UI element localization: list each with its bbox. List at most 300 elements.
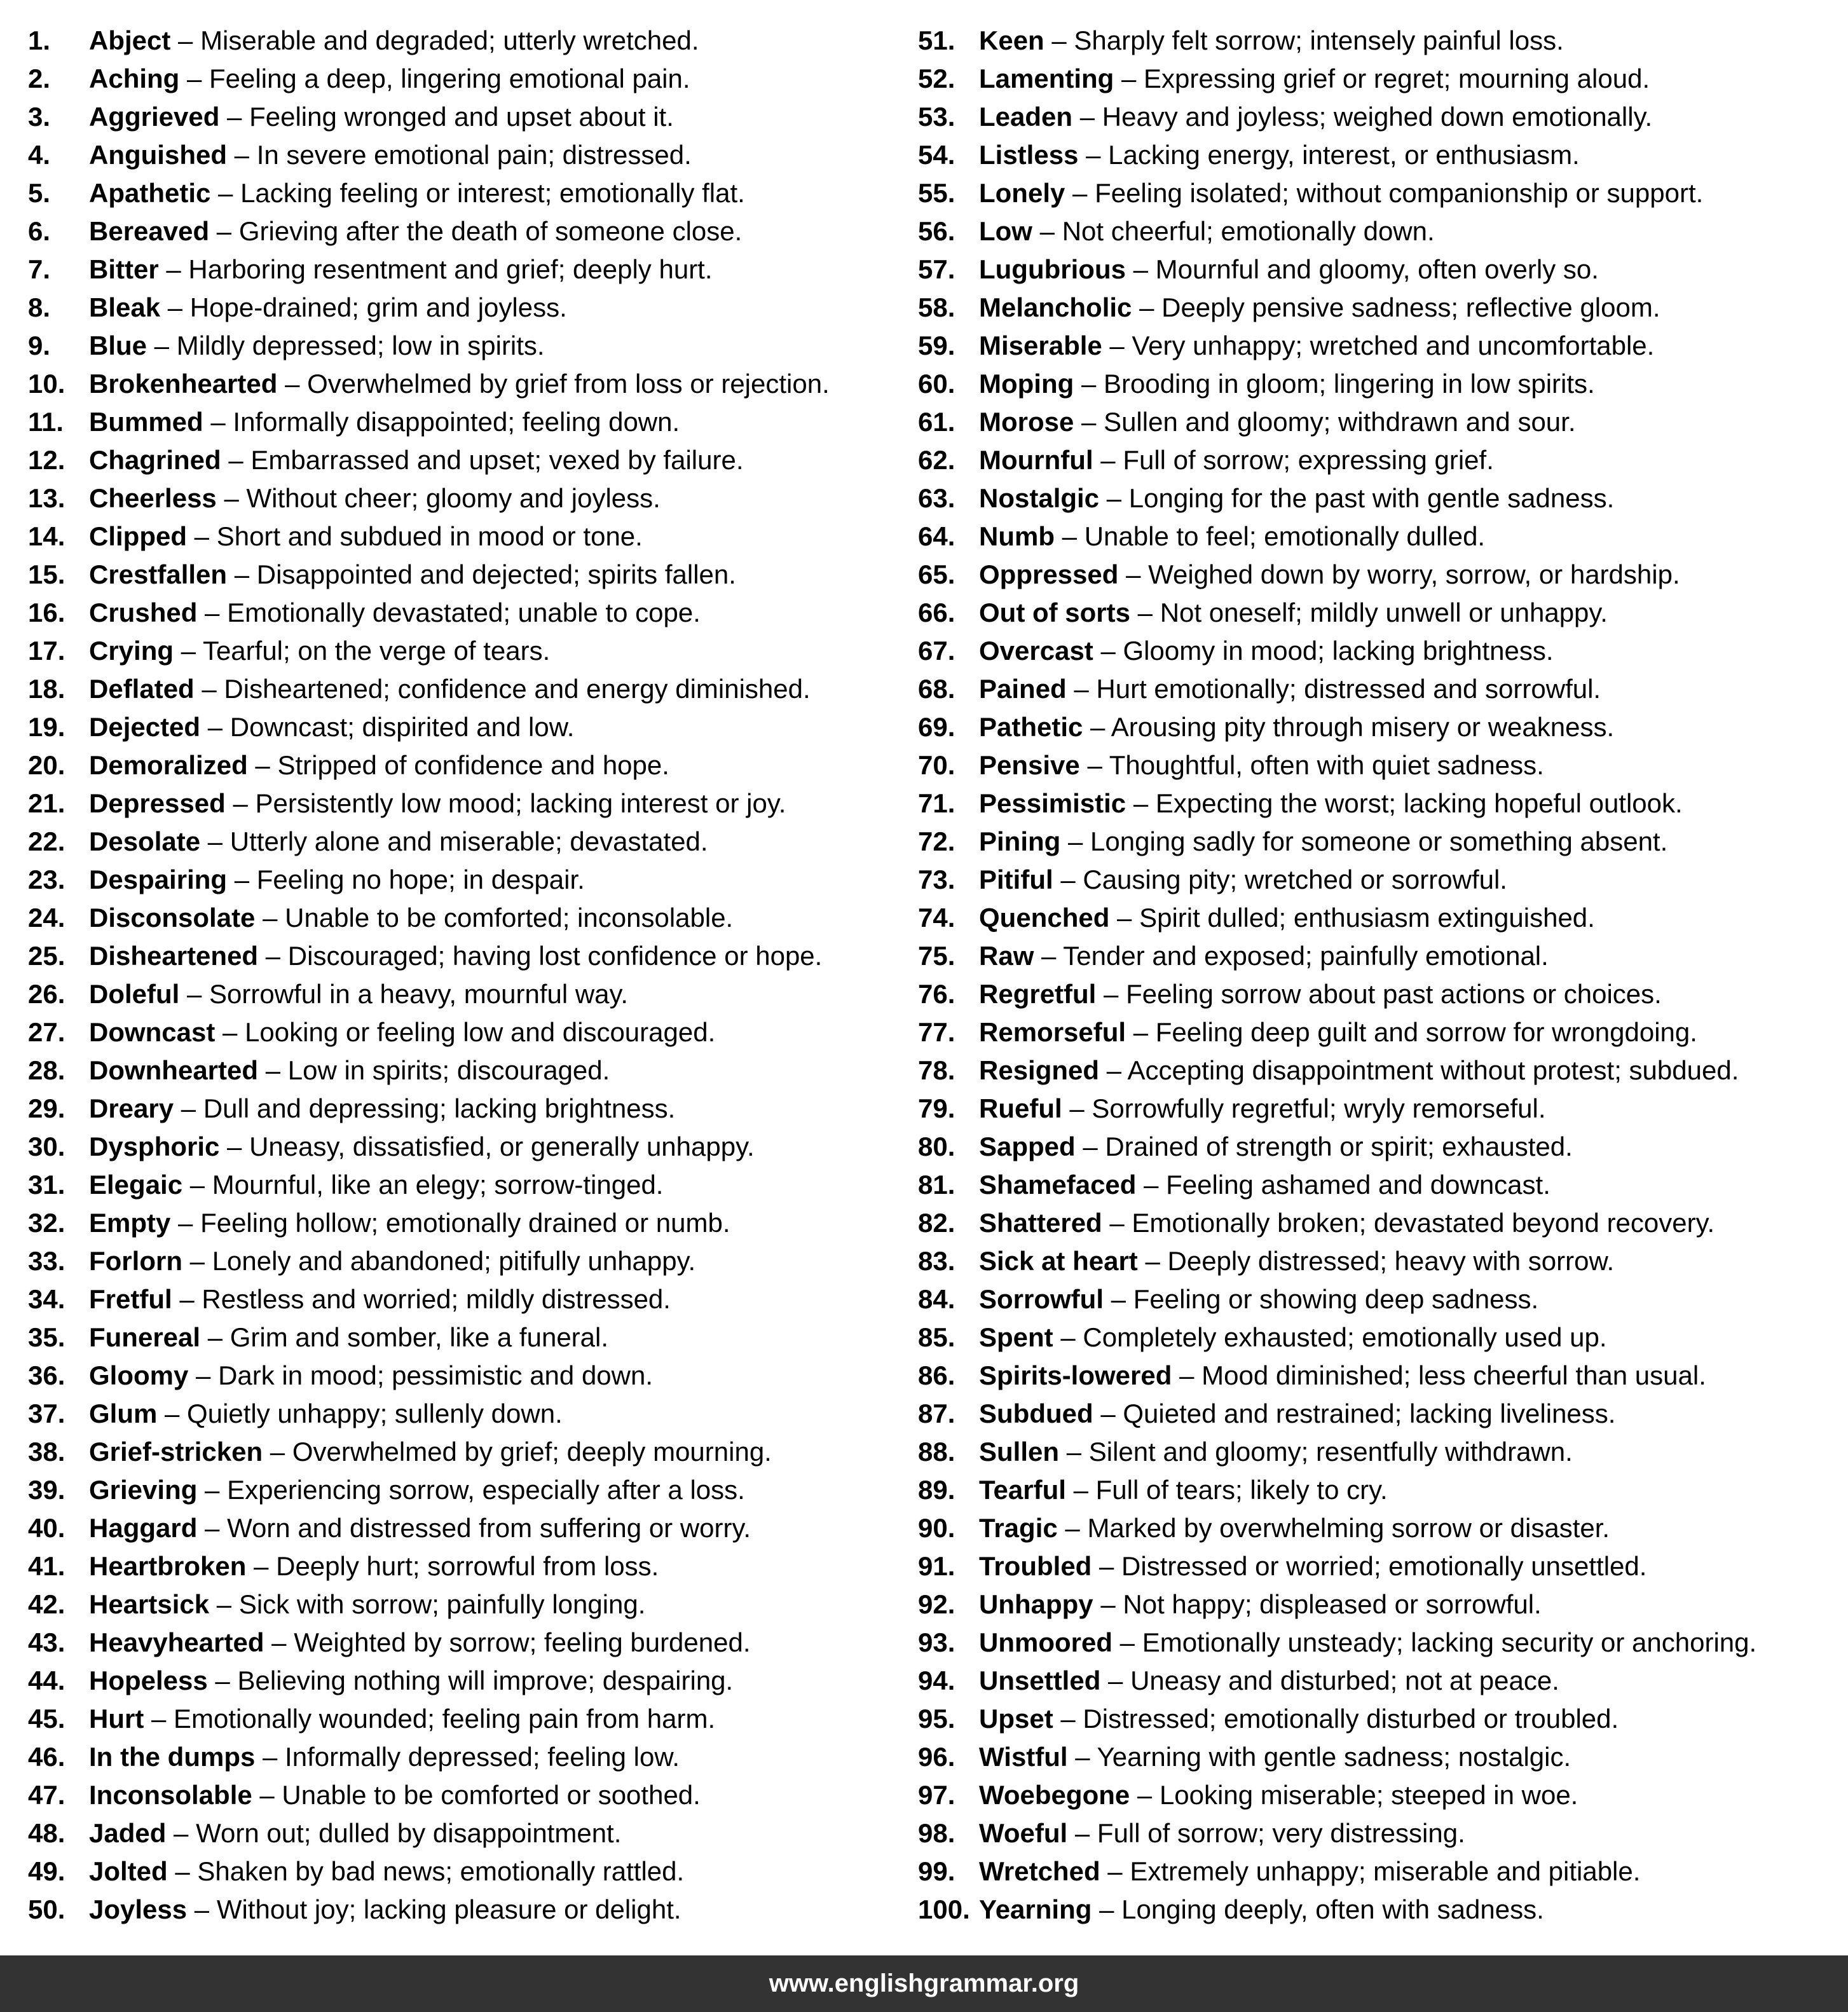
item-definition: Discouraged; having lost confidence or hope.: [287, 941, 823, 971]
item-number: 71.: [918, 788, 955, 818]
list-item: [918, 1280, 1833, 1318]
item-definition: Thoughtful, often with quiet sadness.: [1109, 750, 1544, 780]
list-item: [918, 708, 1833, 746]
item-separator: –: [221, 445, 251, 475]
item-word: Upset: [979, 1704, 1053, 1734]
item-definition: Causing pity; wretched or sorrowful.: [1083, 865, 1507, 894]
item-definition: Tearful; on the verge of tears.: [202, 636, 551, 666]
list-item: [28, 632, 899, 670]
list-item: [918, 594, 1833, 632]
item-separator: –: [1096, 979, 1126, 1009]
item-definition: Unable to be comforted or soothed.: [282, 1780, 701, 1810]
item-separator: –: [227, 559, 257, 589]
item-word: Raw: [979, 941, 1034, 971]
item-number: 85.: [918, 1322, 955, 1352]
list-item: [918, 1738, 1833, 1776]
item-number: 31.: [28, 1170, 65, 1200]
item-word: Pining: [979, 826, 1061, 856]
item-separator: –: [258, 941, 288, 971]
item-separator: –: [187, 1894, 217, 1924]
item-number: 70.: [918, 750, 955, 780]
item-separator: –: [1044, 25, 1074, 55]
item-number: 7.: [28, 254, 51, 284]
list-item: [918, 60, 1833, 98]
item-word: Demoralized: [89, 750, 248, 780]
item-number: 1.: [28, 25, 51, 55]
item-number: 86.: [918, 1360, 955, 1390]
item-word: Yearning: [979, 1894, 1092, 1924]
item-separator: –: [227, 140, 257, 170]
item-definition: Experiencing sorrow, especially after a loss.: [227, 1475, 745, 1505]
item-number: 63.: [918, 483, 955, 513]
item-word: Woebegone: [979, 1780, 1130, 1810]
item-number: 23.: [28, 865, 65, 894]
item-number: 38.: [28, 1437, 65, 1467]
item-separator: –: [167, 1856, 198, 1886]
item-separator: –: [227, 865, 257, 894]
list-item: [28, 1624, 899, 1662]
item-number: 17.: [28, 636, 65, 666]
item-number: 82.: [918, 1208, 955, 1238]
item-word: Bleak: [89, 292, 161, 322]
item-separator: –: [147, 331, 177, 360]
item-number: 25.: [28, 941, 65, 971]
item-word: Tearful: [979, 1475, 1066, 1505]
item-definition: Looking miserable; steeped in woe.: [1159, 1780, 1578, 1810]
list-item: [918, 1624, 1833, 1662]
item-number: 2.: [28, 64, 51, 93]
item-separator: –: [247, 750, 278, 780]
item-number: 20.: [28, 750, 65, 780]
item-separator: –: [210, 178, 241, 208]
item-separator: –: [170, 1208, 201, 1238]
item-separator: –: [1093, 636, 1123, 666]
item-word: Regretful: [979, 979, 1097, 1009]
item-separator: –: [277, 369, 308, 399]
item-definition: Disheartened; confidence and energy diminished.: [224, 674, 811, 704]
list-item: [28, 1814, 899, 1852]
item-word: Wistful: [979, 1742, 1068, 1772]
list-item: [918, 1013, 1833, 1051]
item-word: Unhappy: [979, 1589, 1093, 1619]
item-definition: Without joy; lacking pleasure or delight.: [216, 1894, 681, 1924]
item-number: 26.: [28, 979, 65, 1009]
item-word: Cheerless: [89, 483, 217, 513]
item-definition: Quietly unhappy; sullenly down.: [187, 1399, 563, 1428]
list-item: [28, 479, 899, 517]
list-item: [918, 1128, 1833, 1166]
item-separator: –: [197, 1513, 228, 1543]
item-number: 64.: [918, 521, 955, 551]
item-separator: –: [172, 1284, 202, 1314]
item-word: Oppressed: [979, 559, 1119, 589]
item-number: 76.: [918, 979, 955, 1009]
item-separator: –: [1092, 1894, 1122, 1924]
item-separator: –: [1074, 369, 1104, 399]
item-word: Blue: [89, 331, 147, 360]
item-definition: Dark in mood; pessimistic and down.: [218, 1360, 654, 1390]
item-word: Shamefaced: [979, 1170, 1137, 1200]
list-item: [918, 479, 1833, 517]
item-definition: Deeply hurt; sorrowful from loss.: [276, 1551, 659, 1581]
item-definition: Restless and worried; mildly distressed.: [202, 1284, 671, 1314]
item-word: Empty: [89, 1208, 171, 1238]
item-definition: Drained of strength or spirit; exhausted.: [1105, 1132, 1573, 1161]
item-definition: Sick with sorrow; painfully longing.: [238, 1589, 646, 1619]
item-word: Downcast: [89, 1017, 216, 1047]
item-separator: –: [1059, 1437, 1089, 1467]
list-item: [28, 441, 899, 479]
item-number: 69.: [918, 712, 955, 742]
list-item: [28, 1280, 899, 1318]
item-number: 30.: [28, 1132, 65, 1161]
item-separator: –: [1093, 1589, 1123, 1619]
list-item: [918, 1357, 1833, 1395]
item-definition: Expressing grief or regret; mourning aloud.: [1144, 64, 1650, 93]
list-item: [28, 784, 899, 823]
item-definition: Hurt emotionally; distressed and sorrowful.: [1096, 674, 1601, 704]
list-item: [28, 746, 899, 784]
item-number: 55.: [918, 178, 955, 208]
item-definition: Downcast; dispirited and low.: [229, 712, 575, 742]
list-item: [918, 937, 1833, 975]
item-word: Pitiful: [979, 865, 1053, 894]
item-definition: Overwhelmed by grief; deeply mourning.: [292, 1437, 772, 1467]
list-item: [918, 1433, 1833, 1471]
item-word: Lonely: [979, 178, 1065, 208]
item-number: 50.: [28, 1894, 65, 1924]
item-definition: Gloomy in mood; lacking brightness.: [1123, 636, 1554, 666]
item-definition: Spirit dulled; enthusiasm extinguished.: [1139, 903, 1595, 933]
item-word: Disconsolate: [89, 903, 256, 933]
item-word: Miserable: [979, 331, 1102, 360]
item-number: 19.: [28, 712, 65, 742]
item-number: 67.: [918, 636, 955, 666]
item-definition: Not cheerful; emotionally down.: [1062, 216, 1435, 246]
item-definition: Marked by overwhelming sorrow or disaster.: [1087, 1513, 1610, 1543]
list-item: [28, 1051, 899, 1090]
item-word: Inconsolable: [89, 1780, 252, 1810]
list-item: [918, 1891, 1833, 1929]
item-definition: Miserable and degraded; utterly wretched.: [200, 25, 699, 55]
list-item: [918, 441, 1833, 479]
item-separator: –: [264, 1627, 294, 1657]
item-definition: Expecting the worst; lacking hopeful outlook.: [1155, 788, 1683, 818]
item-number: 18.: [28, 674, 65, 704]
list-item: [28, 327, 899, 365]
item-word: Funereal: [89, 1322, 201, 1352]
item-separator: –: [1055, 521, 1085, 551]
item-number: 51.: [918, 25, 955, 55]
item-definition: Mood diminished; less cheerful than usual.: [1201, 1360, 1706, 1390]
item-word: Doleful: [89, 979, 180, 1009]
list-item: [28, 1776, 899, 1814]
item-number: 90.: [918, 1513, 955, 1543]
item-separator: –: [216, 483, 247, 513]
item-number: 53.: [918, 102, 955, 132]
item-number: 62.: [918, 445, 955, 475]
item-separator: –: [200, 1322, 230, 1352]
item-separator: –: [1136, 1170, 1167, 1200]
item-definition: Feeling a deep, lingering emotional pain.: [209, 64, 690, 93]
item-separator: –: [174, 636, 203, 666]
list-item: [28, 1433, 899, 1471]
list-item: [918, 22, 1833, 60]
item-number: 33.: [28, 1246, 65, 1276]
item-definition: In severe emotional pain; distressed.: [256, 140, 692, 170]
item-number: 28.: [28, 1055, 65, 1085]
item-word: Sapped: [979, 1132, 1076, 1161]
item-word: Jolted: [89, 1856, 168, 1886]
list-item: [28, 1204, 899, 1242]
list-item: [918, 746, 1833, 784]
item-word: Spirits-lowered: [979, 1360, 1172, 1390]
list-item: [918, 899, 1833, 937]
item-separator: –: [1093, 1399, 1123, 1428]
item-definition: Hope-drained; grim and joyless.: [189, 292, 567, 322]
item-definition: Sorrowfully regretful; wryly remorseful.: [1092, 1093, 1546, 1123]
item-word: Jaded: [89, 1818, 167, 1848]
list-item: [918, 403, 1833, 441]
item-definition: Distressed; emotionally disturbed or troubled.: [1083, 1704, 1619, 1734]
item-separator: –: [203, 407, 233, 437]
item-word: Aggrieved: [89, 102, 220, 132]
list-item: [28, 1013, 899, 1051]
list-item: [28, 823, 899, 861]
item-definition: Sorrowful in a heavy, mournful way.: [209, 979, 629, 1009]
list-item: [918, 1395, 1833, 1433]
item-definition: Emotionally unsteady; lacking security or anchoring.: [1142, 1627, 1757, 1657]
item-number: 35.: [28, 1322, 65, 1352]
item-definition: Persistently low mood; lacking interest or joy.: [255, 788, 786, 818]
item-word: Nostalgic: [979, 483, 1100, 513]
item-definition: Full of sorrow; expressing grief.: [1123, 445, 1494, 475]
list-item: [918, 1318, 1833, 1357]
item-definition: Deeply pensive sadness; reflective gloom.: [1161, 292, 1660, 322]
word-list-right-column: [918, 22, 1833, 1929]
item-definition: Full of sorrow; very distressing.: [1097, 1818, 1465, 1848]
item-word: Troubled: [979, 1551, 1092, 1581]
item-separator: –: [1125, 254, 1156, 284]
item-separator: –: [252, 1780, 282, 1810]
list-item: [918, 975, 1833, 1013]
item-separator: –: [1092, 1551, 1122, 1581]
item-separator: –: [1065, 1475, 1096, 1505]
item-word: Mournful: [979, 445, 1093, 475]
item-number: 27.: [28, 1017, 65, 1047]
item-definition: Informally depressed; feeling low.: [285, 1742, 680, 1772]
item-word: Desolate: [89, 826, 201, 856]
list-item: [918, 1700, 1833, 1738]
item-word: Low: [979, 216, 1032, 246]
item-definition: Feeling ashamed and downcast.: [1166, 1170, 1550, 1200]
item-number: 68.: [918, 674, 955, 704]
item-separator: –: [166, 1818, 196, 1848]
item-word: Rueful: [979, 1093, 1062, 1123]
list-item: [918, 1242, 1833, 1280]
item-separator: –: [1060, 826, 1091, 856]
item-separator: –: [1104, 1284, 1133, 1314]
item-separator: –: [1074, 407, 1104, 437]
item-word: Grieving: [89, 1475, 198, 1505]
item-definition: Deeply distressed; heavy with sorrow.: [1167, 1246, 1615, 1276]
item-definition: Full of tears; likely to cry.: [1095, 1475, 1388, 1505]
item-separator: –: [1072, 102, 1102, 132]
item-separator: –: [187, 521, 217, 551]
item-word: Forlorn: [89, 1246, 182, 1276]
list-item: [28, 861, 899, 899]
item-number: 56.: [918, 216, 955, 246]
item-separator: –: [258, 1055, 288, 1085]
item-separator: –: [1132, 292, 1162, 322]
item-number: 93.: [918, 1627, 955, 1657]
item-definition: Believing nothing will improve; despairing.: [237, 1666, 734, 1695]
list-item: [918, 289, 1833, 327]
item-separator: –: [179, 64, 210, 93]
item-word: Remorseful: [979, 1017, 1126, 1047]
list-item: [918, 136, 1833, 174]
item-separator: –: [1053, 1704, 1083, 1734]
list-item: [28, 1662, 899, 1700]
item-number: 91.: [918, 1551, 955, 1581]
item-definition: Emotionally devastated; unable to cope.: [227, 598, 701, 627]
footer-bar: [0, 1955, 1848, 2012]
item-word: Joyless: [89, 1894, 188, 1924]
item-definition: Feeling wronged and upset about it.: [249, 102, 674, 132]
list-item: [918, 861, 1833, 899]
item-separator: –: [1079, 750, 1109, 780]
item-number: 61.: [918, 407, 955, 437]
item-definition: Mildly depressed; low in spirits.: [176, 331, 545, 360]
item-separator: –: [158, 254, 189, 284]
item-number: 54.: [918, 140, 955, 170]
item-number: 48.: [28, 1818, 65, 1848]
item-definition: Stripped of confidence and hope.: [277, 750, 669, 780]
item-definition: Distressed or worried; emotionally unsettled.: [1121, 1551, 1647, 1581]
item-separator: –: [1067, 1742, 1097, 1772]
item-separator: –: [1102, 331, 1132, 360]
list-item: [918, 250, 1833, 289]
item-definition: Accepting disappointment without protest; subdued.: [1127, 1055, 1739, 1085]
item-definition: Feeling or showing deep sadness.: [1133, 1284, 1539, 1314]
item-separator: –: [1126, 1017, 1156, 1047]
item-separator: –: [255, 1742, 285, 1772]
list-item: [28, 1471, 899, 1509]
item-definition: Uneasy and disturbed; not at peace.: [1130, 1666, 1559, 1695]
item-definition: Grieving after the death of someone close.: [238, 216, 743, 246]
item-number: 81.: [918, 1170, 955, 1200]
item-definition: Harboring resentment and grief; deeply hurt.: [188, 254, 713, 284]
item-number: 37.: [28, 1399, 65, 1428]
item-word: Disheartened: [89, 941, 259, 971]
item-word: Chagrined: [89, 445, 221, 475]
item-definition: Worn out; dulled by disappointment.: [196, 1818, 622, 1848]
list-item: [28, 289, 899, 327]
item-definition: Uneasy, dissatisfied, or generally unhappy.: [249, 1132, 755, 1161]
item-word: Brokenhearted: [89, 369, 278, 399]
item-number: 36.: [28, 1360, 65, 1390]
item-separator: –: [197, 598, 228, 627]
item-number: 66.: [918, 598, 955, 627]
item-number: 78.: [918, 1055, 955, 1085]
item-separator: –: [1114, 64, 1144, 93]
list-item: [28, 1357, 899, 1395]
list-item: [28, 1242, 899, 1280]
item-word: Wretched: [979, 1856, 1100, 1886]
item-definition: Not happy; displeased or sorrowful.: [1123, 1589, 1542, 1619]
item-word: Anguished: [89, 140, 227, 170]
item-separator: –: [188, 1360, 219, 1390]
item-separator: –: [207, 1666, 238, 1695]
item-definition: Lacking feeling or interest; emotionally flat.: [240, 178, 745, 208]
item-separator: –: [1053, 865, 1083, 894]
item-number: 99.: [918, 1856, 955, 1886]
item-definition: Feeling isolated; without companionship or support.: [1095, 178, 1704, 208]
list-item: [28, 1700, 899, 1738]
list-item: [28, 174, 899, 212]
item-definition: Grim and somber, like a funeral.: [229, 1322, 609, 1352]
item-number: 9.: [28, 331, 51, 360]
list-item: [918, 1471, 1833, 1509]
item-definition: Looking or feeling low and discouraged.: [245, 1017, 716, 1047]
item-separator: –: [1078, 140, 1109, 170]
item-definition: Tender and exposed; painfully emotional.: [1063, 941, 1549, 971]
item-separator: –: [1112, 1627, 1142, 1657]
item-separator: –: [219, 102, 250, 132]
item-number: 74.: [918, 903, 955, 933]
item-word: Aching: [89, 64, 180, 93]
item-word: Despairing: [89, 865, 228, 894]
item-separator: –: [1100, 1856, 1130, 1886]
item-number: 95.: [918, 1704, 955, 1734]
item-word: Glum: [89, 1399, 158, 1428]
item-word: Unsettled: [979, 1666, 1101, 1695]
item-word: Haggard: [89, 1513, 198, 1543]
item-number: 59.: [918, 331, 955, 360]
item-number: 34.: [28, 1284, 65, 1314]
item-definition: Feeling no hope; in despair.: [256, 865, 585, 894]
item-number: 22.: [28, 826, 65, 856]
item-number: 8.: [28, 292, 51, 322]
item-word: Sick at heart: [979, 1246, 1138, 1276]
item-word: Shattered: [979, 1208, 1102, 1238]
item-number: 73.: [918, 865, 955, 894]
item-word: Pessimistic: [979, 788, 1126, 818]
list-item: [918, 823, 1833, 861]
item-number: 65.: [918, 559, 955, 589]
list-item: [28, 937, 899, 975]
item-definition: Heavy and joyless; weighed down emotionally.: [1102, 102, 1653, 132]
item-definition: Embarrassed and upset; vexed by failure.: [250, 445, 744, 475]
item-definition: Feeling sorrow about past actions or choices.: [1126, 979, 1662, 1009]
item-number: 46.: [28, 1742, 65, 1772]
item-separator: –: [215, 1017, 245, 1047]
item-word: Hopeless: [89, 1666, 208, 1695]
list-item: [28, 403, 899, 441]
item-number: 58.: [918, 292, 955, 322]
list-item: [918, 1814, 1833, 1852]
item-word: In the dumps: [89, 1742, 256, 1772]
item-separator: –: [1099, 1055, 1128, 1085]
item-word: Quenched: [979, 903, 1110, 933]
list-item: [28, 250, 899, 289]
list-item: [28, 98, 899, 136]
item-definition: Quieted and restrained; lacking liveliness.: [1123, 1399, 1616, 1428]
item-number: 44.: [28, 1666, 65, 1695]
item-word: Crushed: [89, 598, 198, 627]
item-separator: –: [200, 712, 230, 742]
item-definition: Utterly alone and miserable; devastated.: [229, 826, 708, 856]
